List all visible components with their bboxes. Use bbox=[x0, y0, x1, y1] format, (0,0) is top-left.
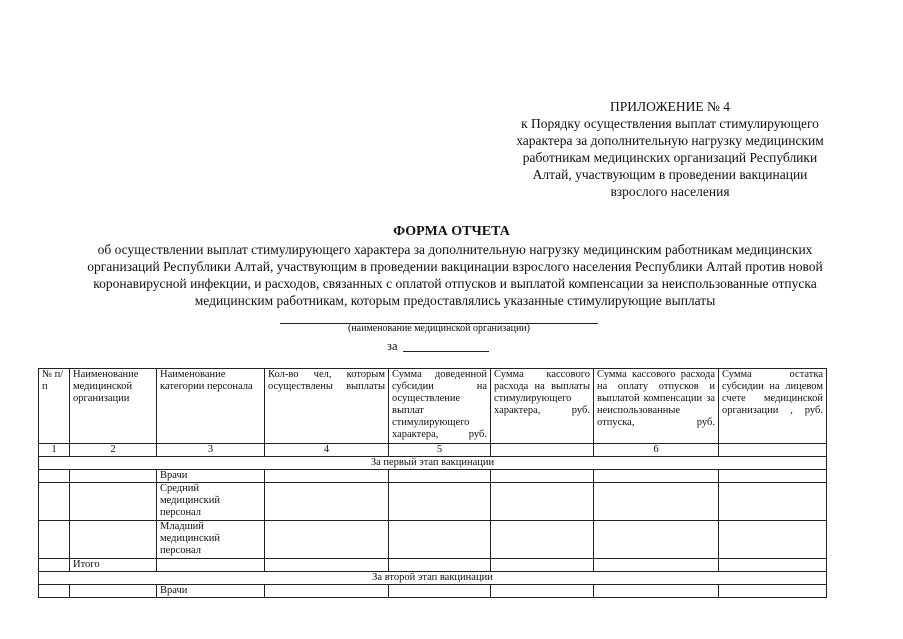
column-number: 4 bbox=[265, 444, 389, 457]
column-number: 2 bbox=[70, 444, 157, 457]
header-cell: Наименование категории персонала bbox=[157, 369, 265, 444]
table-cell[interactable] bbox=[491, 483, 594, 521]
table-cell[interactable] bbox=[594, 483, 719, 521]
table-cell[interactable] bbox=[719, 585, 827, 598]
table-cell[interactable] bbox=[389, 470, 491, 483]
table-row bbox=[39, 470, 827, 483]
table-cell[interactable] bbox=[265, 483, 389, 521]
total-row bbox=[39, 559, 827, 572]
table-cell[interactable] bbox=[39, 483, 70, 521]
table-cell[interactable] bbox=[70, 470, 157, 483]
header-cell: Сумма кассового расхода на оплату отпусков и выплатой компенсации за неиспользованные отпуска, руб. bbox=[594, 369, 719, 444]
table-cell[interactable] bbox=[70, 521, 157, 559]
subtitle-line: медицинским работникам, которым предоставлялись указанные стимулирующие выплаты bbox=[194, 293, 716, 308]
column-number bbox=[491, 444, 594, 457]
form-subtitle bbox=[44, 241, 866, 309]
org-name-caption: (наименование медицинской организации) bbox=[347, 323, 531, 334]
annex-title: ПРИЛОЖЕНИЕ № 4 bbox=[609, 99, 731, 114]
period-field[interactable] bbox=[403, 351, 489, 352]
annex-line: к Порядку осуществления выплат стимулирующего bbox=[521, 116, 819, 131]
table-cell[interactable] bbox=[39, 521, 70, 559]
table-cell[interactable] bbox=[70, 483, 157, 521]
table-cell[interactable] bbox=[594, 521, 719, 559]
header-cell: Наименование медицинской организации bbox=[70, 369, 157, 444]
header-row bbox=[39, 369, 827, 444]
header-cell: Кол-во чел, которым осуществлены выплаты bbox=[265, 369, 389, 444]
table-cell[interactable] bbox=[389, 559, 491, 572]
table-cell[interactable] bbox=[265, 521, 389, 559]
total-label: Итого bbox=[70, 559, 157, 572]
period-label: за bbox=[387, 339, 398, 353]
stage-row bbox=[39, 572, 827, 585]
table-cell[interactable] bbox=[39, 585, 70, 598]
column-number: 1 bbox=[39, 444, 70, 457]
table-cell[interactable] bbox=[70, 585, 157, 598]
category-cell: Средний медицинский персонал bbox=[157, 483, 265, 521]
table-cell[interactable] bbox=[389, 521, 491, 559]
table-cell[interactable] bbox=[491, 470, 594, 483]
table-cell[interactable] bbox=[594, 585, 719, 598]
table-cell[interactable] bbox=[389, 585, 491, 598]
form-title: ФОРМА ОТЧЕТА bbox=[393, 224, 510, 239]
subtitle-line: организаций Республики Алтай, участвующим в проведении вакцинации взрослого населения Республики Алтай против новой bbox=[87, 259, 823, 274]
stage-row bbox=[39, 457, 827, 470]
table-cell[interactable] bbox=[719, 521, 827, 559]
table-cell[interactable] bbox=[719, 470, 827, 483]
column-number: 5 bbox=[389, 444, 491, 457]
table-row bbox=[39, 483, 827, 521]
table-cell[interactable] bbox=[594, 559, 719, 572]
table-cell[interactable] bbox=[491, 521, 594, 559]
column-number: 6 bbox=[594, 444, 719, 457]
annex-line: взрослого населения bbox=[610, 184, 730, 199]
table-cell[interactable] bbox=[39, 470, 70, 483]
stage-title: За второй этап вакцинации bbox=[39, 572, 827, 585]
annex-block bbox=[480, 98, 860, 200]
table-cell[interactable] bbox=[265, 559, 389, 572]
column-number-row bbox=[39, 444, 827, 457]
column-number: 3 bbox=[157, 444, 265, 457]
category-cell: Врачи bbox=[157, 585, 265, 598]
header-cell: Сумма доведенной субсидии на осуществление выплат стимулирующего характера, руб. bbox=[389, 369, 491, 444]
header-cell: № п/п bbox=[39, 369, 70, 444]
table-cell[interactable] bbox=[157, 559, 265, 572]
table-cell[interactable] bbox=[389, 483, 491, 521]
subtitle-line: об осуществлении выплат стимулирующего характера за дополнительную нагрузку медицинским работникам медицинских bbox=[97, 242, 813, 257]
category-cell: Младший медицинский персонал bbox=[157, 521, 265, 559]
table-cell[interactable] bbox=[719, 483, 827, 521]
table-cell[interactable] bbox=[594, 470, 719, 483]
header-cell: Сумма остатка субсидии на лицевом счете медицинской организации , руб. bbox=[719, 369, 827, 444]
table-cell[interactable] bbox=[719, 559, 827, 572]
column-number bbox=[719, 444, 827, 457]
table-cell[interactable] bbox=[265, 585, 389, 598]
table-row bbox=[39, 521, 827, 559]
table-cell[interactable] bbox=[491, 585, 594, 598]
table-row bbox=[39, 585, 827, 598]
table-cell[interactable] bbox=[39, 559, 70, 572]
annex-line: Алтай, участвующим в проведении вакцинации bbox=[532, 167, 808, 182]
report-table bbox=[38, 368, 827, 598]
subtitle-line: коронавирусной инфекции, и расходов, связанных с оплатой отпусков и выплатой компенсации за неиспользованные отпуска bbox=[93, 276, 817, 291]
annex-line: характера за дополнительную нагрузку медицинским bbox=[516, 133, 824, 148]
header-cell: Сумма кассового расхода на выплаты стимулирующего характера, руб. bbox=[491, 369, 594, 444]
annex-line: работникам медицинских организаций Республики bbox=[522, 150, 818, 165]
table-cell[interactable] bbox=[265, 470, 389, 483]
category-cell: Врачи bbox=[157, 470, 265, 483]
table-cell[interactable] bbox=[491, 559, 594, 572]
stage-title: За первый этап вакцинации bbox=[39, 457, 827, 470]
